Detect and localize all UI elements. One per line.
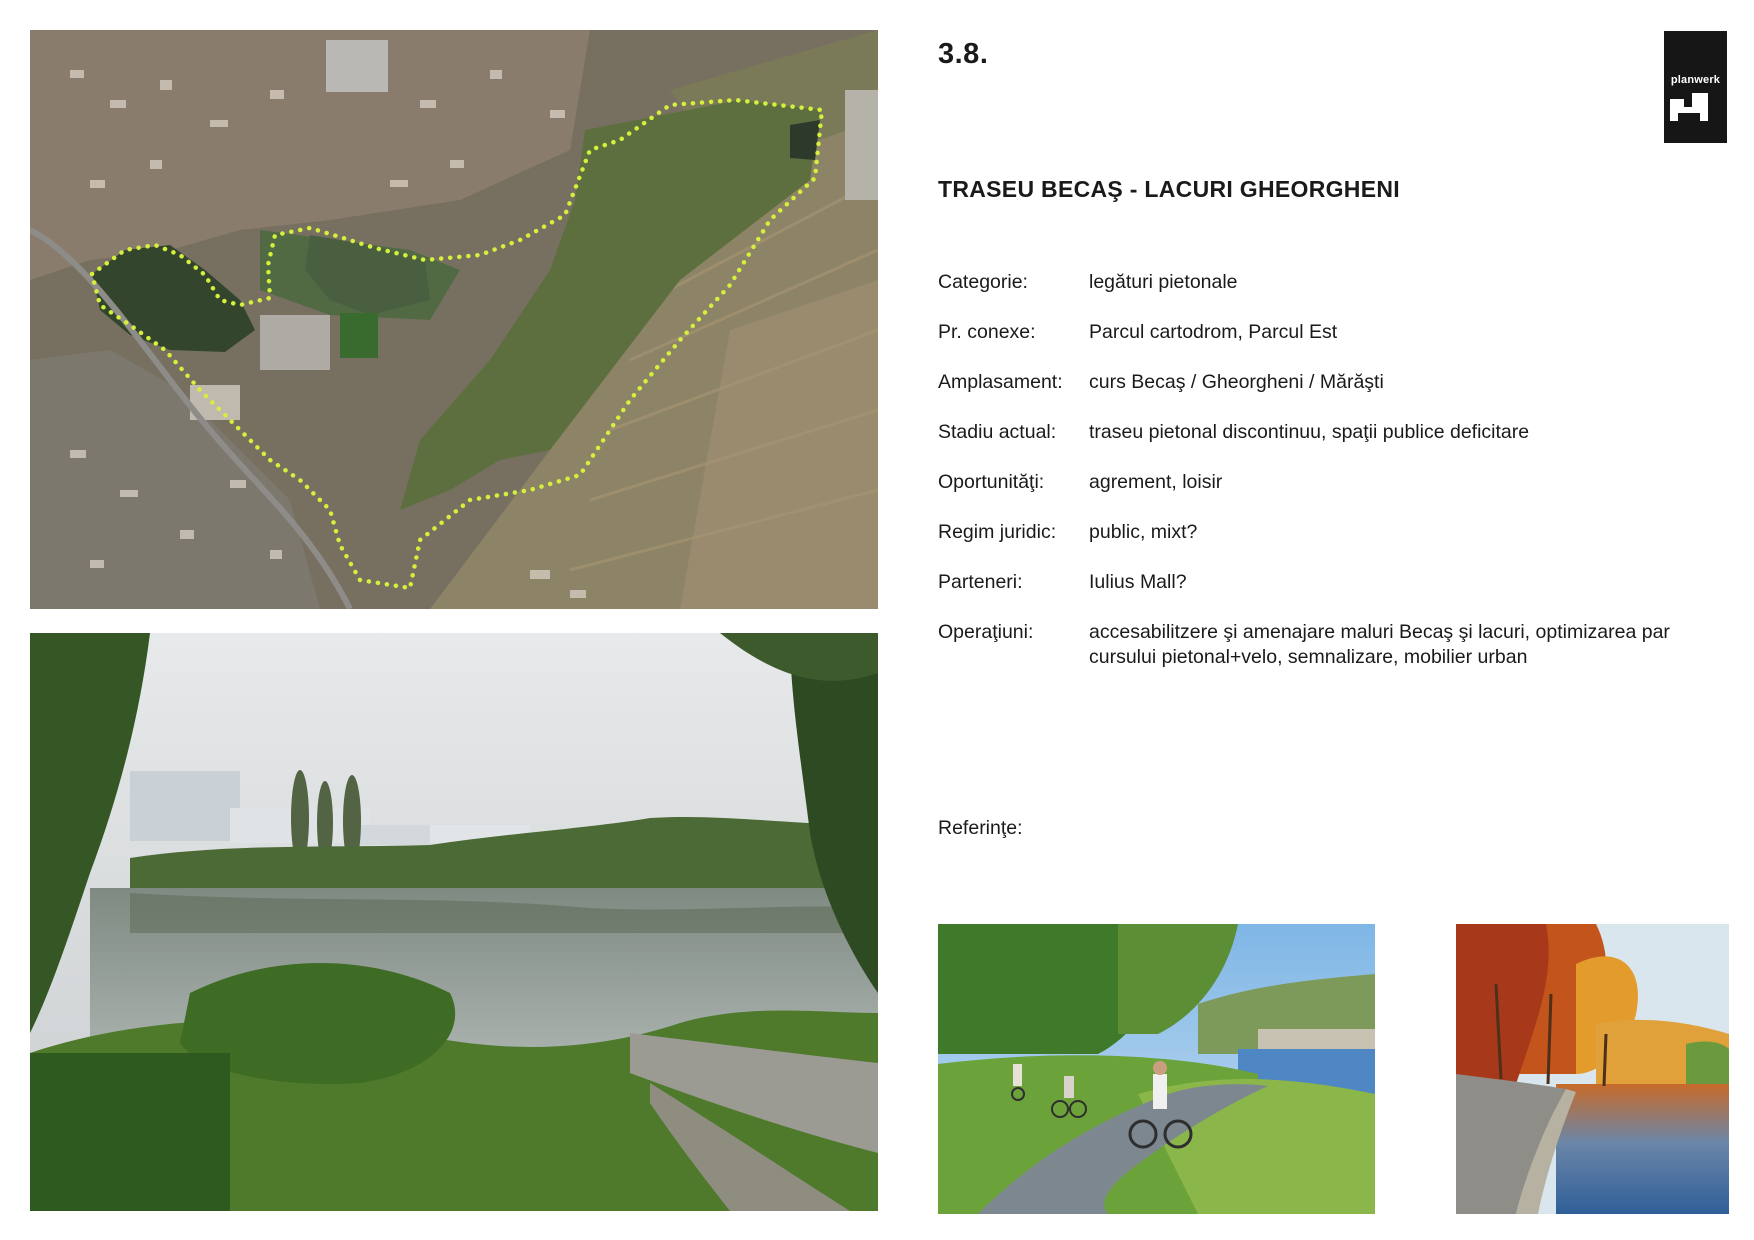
aerial-photo [30,30,878,609]
attribute-label: Parteneri: [938,571,1023,593]
attribute-value: agrement, loisir [1089,471,1223,493]
attribute-value: curs Becaş / Gheorgheni / Mărăşti [1089,371,1384,393]
attribute-value: public, mixt? [1089,521,1198,543]
attribute-label: Regim juridic: [938,521,1057,543]
page-title: TRASEU BECAŞ - LACURI GHEORGHENI [938,176,1400,202]
attribute-label: Operaţiuni: [938,621,1034,643]
reference-photo-cyclists [938,924,1375,1214]
attribute-label: Pr. conexe: [938,321,1036,343]
logo-mark-icon [1670,93,1708,121]
planwerk-logo [1664,31,1727,143]
references-label: Referinţe: [938,817,1023,839]
attribute-value: traseu pietonal discontinuu, spaţii publice deficitare [1089,421,1530,443]
attribute-label: Amplasament: [938,371,1063,393]
lake-photo [30,633,878,1211]
section-number: 3.8. [938,38,989,70]
attribute-value: legături pietonale [1089,271,1238,293]
logo-text: planwerk [1670,74,1721,86]
reference-photo-autumn-lake [1456,924,1729,1214]
attribute-label: Oportunităţi: [938,471,1045,493]
attribute-label: Stadiu actual: [938,421,1057,443]
attribute-label: Categorie: [938,271,1028,293]
attribute-value: Parcul cartodrom, Parcul Est [1089,321,1338,343]
attribute-value: Iulius Mall? [1089,571,1187,593]
attribute-value: accesabilitzere şi amenajare maluri Becaş şi lacuri, optimizarea par cursului pietonal+velo, semnalizare, mobilier urban [1089,621,1670,668]
